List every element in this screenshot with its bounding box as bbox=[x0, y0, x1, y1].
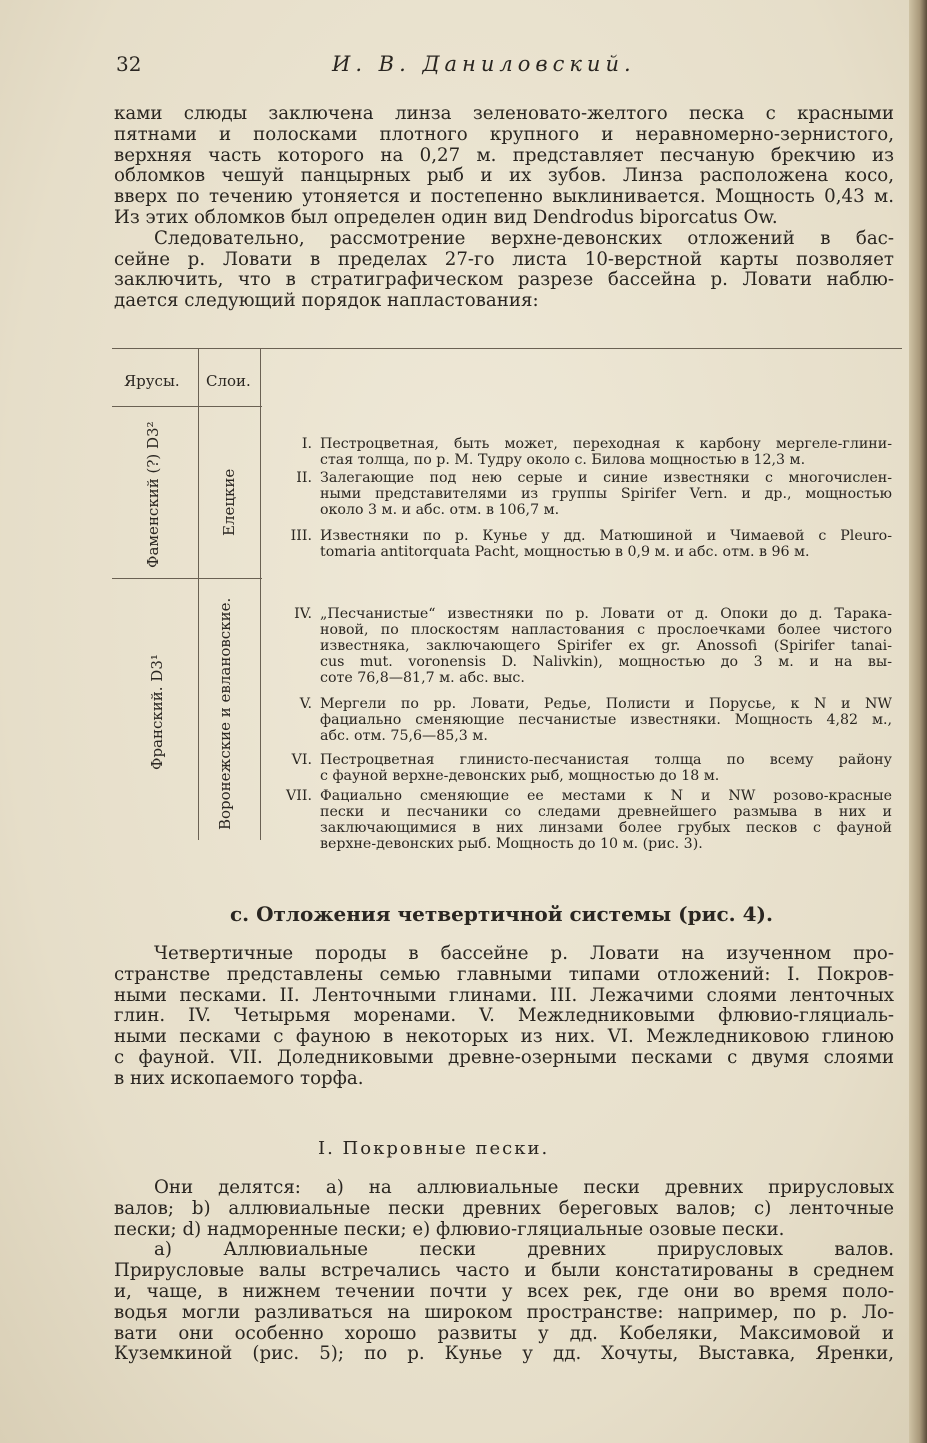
entry-line: пески и песчаники со следами древнейшего размыва в них и bbox=[320, 804, 892, 820]
text-line: валов; b) аллювиальные пески древних береговых валов; c) ленточные bbox=[114, 1198, 894, 1219]
text-line: Следовательно, рассмотрение верхне-девонских отложений в бас- bbox=[154, 228, 894, 249]
table-header-rule bbox=[112, 406, 262, 407]
text-line: водья могли разливаться на широком пространстве: например, по р. Ло- bbox=[114, 1302, 894, 1323]
text-line: Прирусловые валы встречались часто и были констатированы в среднем bbox=[114, 1261, 894, 1282]
text-line: верхняя часть которого на 0,27 м. представляет песчаную брекчию из bbox=[114, 145, 894, 166]
entry-line: cus mut. voronensis D. Nalivkin), мощностью до 3 м. и на вы- bbox=[320, 654, 892, 670]
layers-eletsk: Елецкие bbox=[220, 468, 238, 536]
entry-line: новой, по плоскостям напластования с прослоечками более чистого bbox=[320, 622, 892, 638]
text-line: пески; d) надморенные пески; e) флювио-гляциальные озовые пески. bbox=[114, 1219, 785, 1240]
text-line: странстве представлены семью главными типами отложений: I. Покров- bbox=[114, 964, 894, 985]
entry-line: Фациально сменяющие ее местами к N и NW розово-красные bbox=[320, 788, 892, 804]
header-layers: Слои. bbox=[206, 372, 251, 390]
entry-line: известняка, заключающего Spirifer ex gr. Anossofi (Spirifer tanai- bbox=[320, 638, 892, 654]
intro-paragraph bbox=[114, 104, 894, 312]
page-number: 32 bbox=[116, 52, 142, 76]
text-line: ными песками. II. Ленточными глинами. III. Лежачими слоями ленточных bbox=[114, 985, 894, 1006]
stratigraphy-table bbox=[112, 340, 902, 852]
entry-line: Пестроцветная, быть может, переходная к карбону мергеле-глини- bbox=[320, 436, 892, 452]
text-line: сейне р. Ловати в пределах 27-го листа 10-верстной карты позволяет bbox=[114, 249, 894, 270]
stage-famennian: Фаменский (?) D3² bbox=[144, 421, 162, 568]
text-line: Четвертичные породы в бассейне р. Ловати на изученном про- bbox=[154, 944, 894, 964]
table-entry bbox=[272, 528, 892, 560]
text-line: заключить, что в стратиграфическом разрезе бассейна р. Ловати наблю- bbox=[114, 270, 894, 291]
entry-number: VII. bbox=[286, 788, 312, 804]
table-column-divider bbox=[260, 348, 261, 840]
entry-line: Известняки по р. Кунье у дд. Матюшиной и Чимаевой с Pleuro- bbox=[320, 528, 892, 544]
layers-voronezh-evlanovo: Воронежские и евлановские. bbox=[216, 597, 234, 830]
entry-number: V. bbox=[299, 696, 312, 712]
text-line: пятнами и полосками плотного крупного и неравномерно-зернистого, bbox=[114, 124, 894, 145]
text-line: ками слюды заключена линза зеленовато-желтого песка с красными bbox=[114, 104, 894, 124]
entry-number: VI. bbox=[291, 752, 312, 768]
text-line: с фауной. VII. Доледниковыми древне-озерными песками с двумя слоями bbox=[114, 1047, 894, 1068]
entry-number: I. bbox=[301, 436, 312, 452]
section-heading: с. Отложения четвертичной системы (рис. 4). bbox=[230, 902, 773, 926]
entry-number: II. bbox=[296, 470, 312, 486]
text-line: обломков чешуй панцырных рыб и их зубов. Линза расположена косо, bbox=[114, 166, 894, 187]
page-header bbox=[112, 46, 902, 86]
text-line: а) Аллювиальные пески древних прирусловых валов. bbox=[154, 1240, 894, 1261]
stage-frasnian: Франский. D3¹ bbox=[148, 654, 166, 770]
sands-paragraph bbox=[114, 1178, 894, 1365]
entry-line: стая толща, по р. М. Тудру около с. Билова мощностью в 12,3 м. bbox=[320, 452, 806, 468]
table-top-rule bbox=[112, 348, 902, 349]
table-entry bbox=[272, 436, 892, 468]
quaternary-paragraph bbox=[114, 944, 894, 1090]
text-line: дается следующий порядок напластования: bbox=[114, 291, 539, 312]
text-line: в них ископаемого торфа. bbox=[114, 1068, 364, 1089]
entry-line: абс. отм. 75,6—85,3 м. bbox=[320, 728, 488, 744]
text-line: Они делятся: а) на аллювиальные пески древних прирусловых bbox=[154, 1178, 894, 1198]
entry-line: соте 76,8—81,7 м. абс. выс. bbox=[320, 670, 525, 686]
entry-line: около 3 м. и абс. отм. в 106,7 м. bbox=[320, 502, 560, 518]
text-line: вверх по течению утоняется и постепенно выклинивается. Мощность 0,43 м. bbox=[114, 187, 894, 208]
entry-line: с фауной верхне-девонских рыб, мощностью до 18 м. bbox=[320, 768, 720, 784]
text-line: ными песками с фауною в некоторых из них. VI. Межледниковою глиною bbox=[114, 1027, 894, 1048]
entry-line: Залегающие под нею серые и синие известняки с многочислен- bbox=[320, 470, 892, 486]
table-entry bbox=[272, 470, 892, 518]
table-entry bbox=[272, 696, 892, 744]
entry-number: IV. bbox=[294, 606, 312, 622]
entry-line: заключающимися в них линзами более грубых песков с фауной bbox=[320, 820, 892, 836]
entry-line: „Песчанистые“ известняки по р. Ловати от д. Опоки до д. Тарака- bbox=[320, 606, 892, 622]
table-entry bbox=[272, 788, 892, 852]
table-group-divider bbox=[112, 578, 262, 579]
entry-line: tomaria antitorquata Pacht, мощностью в 0,9 м. и абс. отм. в 96 м. bbox=[320, 544, 810, 560]
text-line: и, чаще, в нижнем течении почти у всех рек, где они во время поло- bbox=[114, 1281, 894, 1302]
entry-line: ными представителями из группы Spirifer Vern. и др., мощностью bbox=[320, 486, 892, 502]
text-line: вати они особенно хорошо развиты у дд. Кобеляки, Максимовой и bbox=[114, 1323, 894, 1344]
table-column-divider bbox=[198, 348, 199, 840]
entry-line: фациально сменяющие песчанистые известняки. Мощность 4,82 м., bbox=[320, 712, 892, 728]
entry-line: верхне-девонских рыб. Мощность до 10 м. (рис. 3). bbox=[320, 836, 703, 852]
entry-line: Мергели по рр. Ловати, Редье, Полисти и Порусье, к N и NW bbox=[320, 696, 892, 712]
running-title: И. В. Даниловский. bbox=[332, 52, 636, 76]
text-line: глин. IV. Четырьмя моренами. V. Межледниковыми флювио-гляциаль- bbox=[114, 1006, 894, 1027]
header-stage: Ярусы. bbox=[124, 372, 180, 390]
sub-heading: I. Покровные пески. bbox=[318, 1138, 550, 1159]
table-entry bbox=[272, 606, 892, 686]
text-line: Из этих обломков был определен один вид Dendrodus biporcatus Ow. bbox=[114, 207, 778, 228]
text-line: Куземкиной (рис. 5); по р. Кунье у дд. Хочуты, Выставка, Яренки, bbox=[114, 1344, 894, 1365]
page-edge-shadow bbox=[909, 0, 927, 1443]
entry-line: Пестроцветная глинисто-песчанистая толща по всему району bbox=[320, 752, 892, 768]
entry-number: III. bbox=[290, 528, 312, 544]
table-entry bbox=[272, 752, 892, 784]
